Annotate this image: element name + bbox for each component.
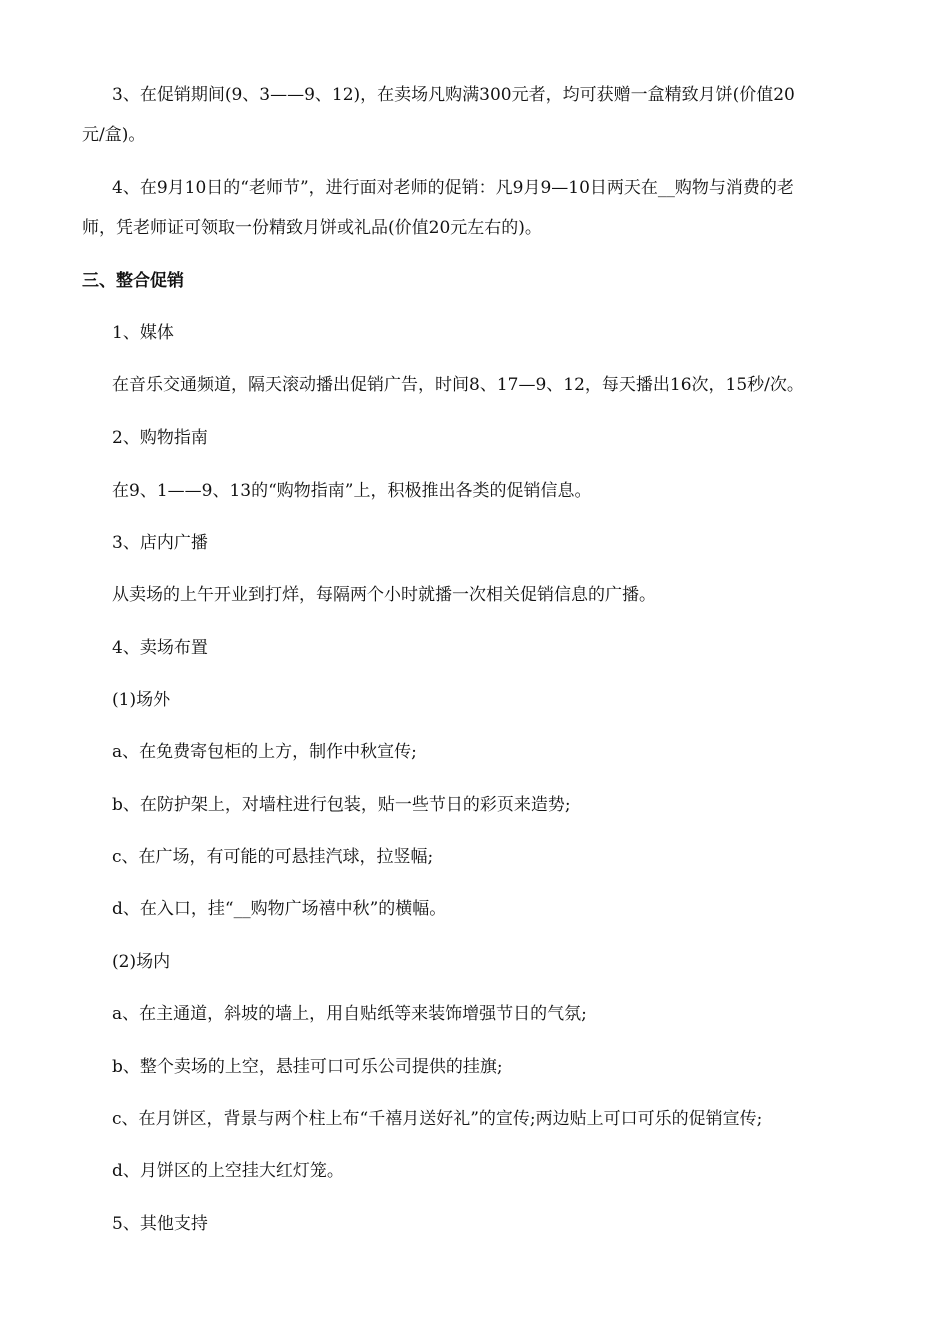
item-outside-d: d、在入口，挂“__购物广场禧中秋”的横幅。 bbox=[112, 899, 447, 919]
item-guide-title: 2、购物指南 bbox=[112, 428, 208, 448]
paragraph-3-line-2: 元/盒)。 bbox=[82, 125, 146, 145]
item-broadcast-text: 从卖场的上午开业到打烊，每隔两个小时就播一次相关促销信息的广播。 bbox=[112, 585, 656, 605]
paragraph-4-line-2: 师，凭老师证可领取一份精致月饼或礼品(价值20元左右的)。 bbox=[82, 218, 542, 238]
item-media-title: 1、媒体 bbox=[112, 323, 174, 343]
paragraph-4-line-1: 4、在9月10日的“老师节”，进行面对老师的促销：凡9月9—10日两天在__购物与消费的老 bbox=[112, 178, 794, 198]
item-inside-title: (2)场内 bbox=[112, 952, 171, 972]
item-media-text: 在音乐交通频道，隔天滚动播出促销广告，时间8、17—9、12，每天播出16次，15秒/次。 bbox=[112, 375, 804, 395]
item-outside-c: c、在广场，有可能的可悬挂汽球，拉竖幅; bbox=[112, 847, 434, 867]
item-inside-d: d、月饼区的上空挂大红灯笼。 bbox=[112, 1161, 344, 1181]
item-outside-title: (1)场外 bbox=[112, 690, 171, 710]
paragraph-3-line-1: 3、在促销期间(9、3——9、12)，在卖场凡购满300元者，均可获赠一盒精致月饼(价值20 bbox=[112, 85, 795, 105]
item-inside-b: b、整个卖场的上空，悬挂可口可乐公司提供的挂旗; bbox=[112, 1057, 503, 1077]
item-broadcast-title: 3、店内广播 bbox=[112, 533, 208, 553]
item-layout-title: 4、卖场布置 bbox=[112, 638, 208, 658]
section-heading: 三、整合促销 bbox=[82, 271, 184, 291]
item-outside-b: b、在防护架上，对墙柱进行包装，贴一些节日的彩页来造势; bbox=[112, 795, 571, 815]
item-other-title: 5、其他支持 bbox=[112, 1214, 208, 1234]
item-inside-a: a、在主通道，斜坡的墙上，用自贴纸等来装饰增强节日的气氛; bbox=[112, 1004, 587, 1024]
item-outside-a: a、在免费寄包柜的上方，制作中秋宣传; bbox=[112, 742, 417, 762]
item-inside-c: c、在月饼区，背景与两个柱上布“千禧月送好礼”的宣传;两边贴上可口可乐的促销宣传; bbox=[112, 1109, 763, 1129]
item-guide-text: 在9、1——9、13的“购物指南”上，积极推出各类的促销信息。 bbox=[112, 481, 592, 501]
